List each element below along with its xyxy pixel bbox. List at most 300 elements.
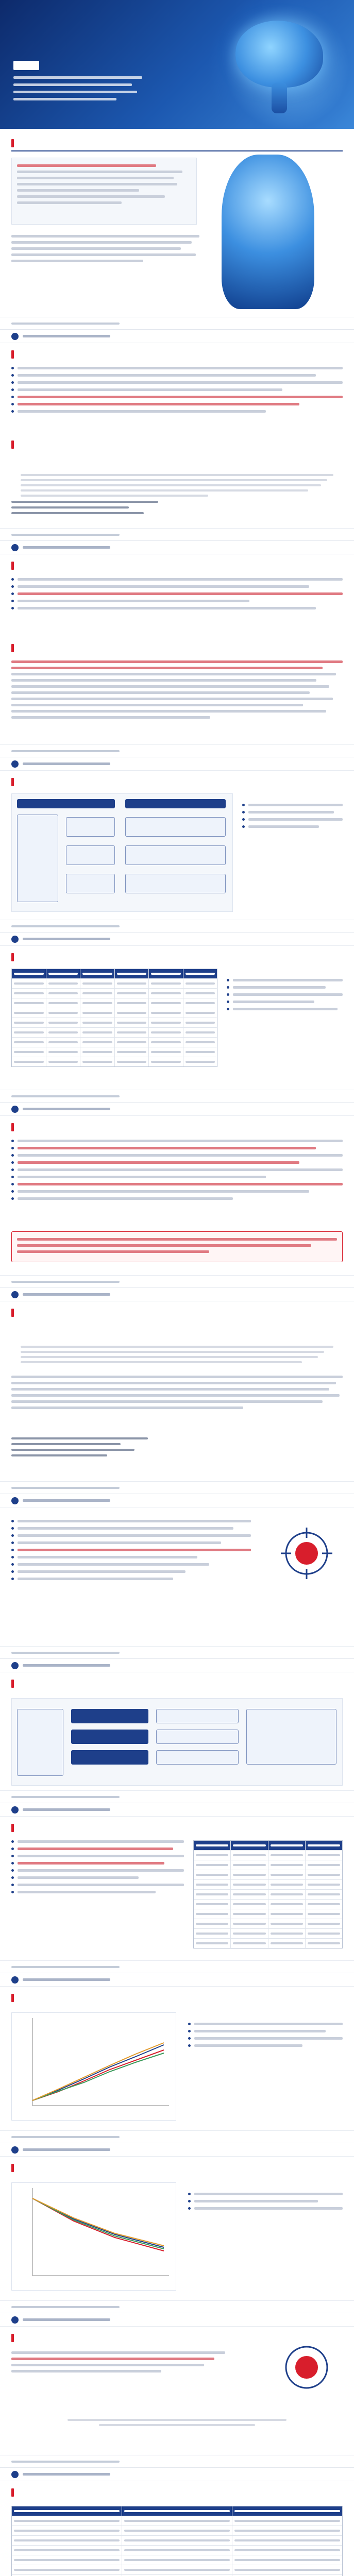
bullet-icon [11,1563,14,1566]
section-bar [11,2334,14,2342]
section-header [11,778,23,786]
bullet-icon [11,1578,14,1580]
section-header [11,2488,23,2497]
list-item [11,374,343,377]
list-item [242,811,343,814]
conclusion-callout [11,1231,343,1262]
page-footer [0,528,354,540]
list-item [11,1549,251,1551]
header-text [23,1808,110,1811]
section-header [11,2334,23,2342]
conclusion-text [11,2351,225,2372]
footer-note [11,1095,120,1097]
list-item [11,388,343,391]
bullet-icon [11,1855,14,1857]
list-item [188,2193,343,2195]
study-design-figure [11,793,233,912]
series-line [32,2198,164,2251]
section-title [18,562,23,570]
page-3 [0,541,354,757]
bullet-icon [11,367,14,369]
spark-logo [268,1675,273,1691]
list-item [188,2037,343,2040]
spark-icon [278,1525,335,1582]
section-bar [11,644,14,652]
logo-icon [11,333,19,340]
bullet-icon [227,1001,229,1003]
section-bar [11,1309,14,1317]
page-5 [0,933,354,1103]
list-item [188,2044,343,2047]
table-row [194,1900,342,1909]
section-bar [11,2164,14,2172]
logo-icon [11,1662,19,1669]
list-item [11,1556,251,1558]
footer-note [11,323,120,325]
bullet-icon [242,811,245,814]
bullet-icon [11,1534,14,1537]
section-header [11,139,23,147]
logo-icon [11,1976,19,1984]
series-line [32,2053,164,2100]
table-row [12,1008,217,1018]
section-bar [11,139,14,147]
editorial-title [31,2403,323,2413]
page-header [0,757,354,771]
list-item [188,2207,343,2210]
endpoint-notes [227,979,343,1010]
section-header [11,1123,23,1131]
cover-banner [0,0,354,129]
footer-note [11,1487,120,1489]
bullet-icon [11,1154,14,1157]
info-panel [11,158,197,225]
list-item [188,2023,343,2025]
logo-icon [11,2316,19,2324]
table-row [12,2565,342,2575]
list-item [11,381,343,384]
logo-icon [11,2146,19,2154]
bullet-icon [188,2207,191,2210]
bullet-icon [11,607,14,609]
bullet-icon [188,2200,191,2202]
bullet-icon [11,1570,14,1573]
page-12 [0,2143,354,2313]
list-item [11,585,343,588]
section-rule [11,150,343,151]
flow-step [246,1709,336,1765]
paper-title [31,459,323,468]
table-row [12,2555,342,2565]
bullet-icon [11,1884,14,1886]
page-footer [0,744,354,757]
abstract-text [11,1376,343,1409]
list-item [11,1570,251,1573]
list-item [227,993,343,996]
bullet-icon [11,578,14,581]
section-header [11,1994,23,2002]
bullet-icon [188,2023,191,2025]
page-header [0,541,354,554]
header-text [23,1664,110,1667]
logo-icon [11,1291,19,1298]
list-item [11,1855,184,1857]
bullet-icon [188,2044,191,2047]
page-header [0,2468,354,2481]
page-header [0,1659,354,1672]
table-row [194,1929,342,1939]
bullet-icon [11,1862,14,1865]
section-header [11,953,23,961]
table-row [194,1909,342,1919]
bullet-icon [227,979,229,981]
table-row [12,1047,217,1057]
table-row [12,2536,342,2546]
section-title [18,139,23,147]
spark-summary [11,1520,251,1580]
section-header [11,562,23,570]
header-text [23,546,110,549]
flow-step [17,1709,63,1776]
section-title [18,2164,23,2172]
section-title [18,2334,23,2342]
list-item [11,1869,184,1872]
section-header [11,440,23,449]
page-header [0,1494,354,1507]
page-10 [0,1803,354,1973]
header-text [23,1293,110,1296]
list-item [11,1848,184,1850]
bullet-icon [11,374,14,377]
bullet-icon [11,1176,14,1178]
series-line [32,2043,164,2100]
list-item [11,1884,184,1886]
line-chart [12,2183,176,2290]
list-item [11,1876,184,1879]
logo-icon [11,1806,19,1814]
bullet-icon [11,1556,14,1558]
table-row [12,989,217,998]
list-item [188,2200,343,2202]
list-item [11,1154,343,1157]
page-4 [0,757,354,933]
bullet-icon [11,381,14,384]
page-footer [0,1090,354,1102]
section-header [11,2164,23,2172]
bullet-icon [227,993,229,996]
list-item [11,578,343,581]
section-bar [11,778,14,786]
bullet-icon [11,1549,14,1551]
flow-step [125,874,226,893]
bullet-icon [11,403,14,405]
list-item [11,607,343,609]
page-footer [0,1481,354,1494]
table-header-row [194,1841,342,1851]
table-header-row [12,969,217,979]
flow-header [17,799,115,808]
section-bar [11,440,14,449]
section-bar [11,1994,14,2002]
footer-note [11,1796,120,1798]
page-header [0,1973,354,1987]
list-item [11,1563,251,1566]
bullet-icon [11,1190,14,1193]
cover-title [13,21,19,35]
section-bar [11,562,14,570]
logo-icon [11,544,19,551]
list-item [11,600,343,602]
bullet-icon [11,388,14,391]
bullet-icon [11,1197,14,1200]
header-text [23,1499,110,1502]
chart-notes [188,2023,343,2047]
page-footer [0,1960,354,1973]
flow-arm [71,1730,148,1744]
bullet-list [11,578,343,609]
list-item [11,403,343,405]
table-row [194,1919,342,1929]
section-bar [11,953,14,961]
page-8 [0,1494,354,1659]
bullet-icon [11,1876,14,1879]
list-item [227,1001,343,1003]
section-title [18,1309,23,1317]
table-row [12,1038,217,1047]
table-row [12,979,217,989]
flow-step [66,874,115,893]
section-title [18,1123,23,1131]
primary-endpoint-chart [11,2012,176,2121]
bullet-icon [11,1840,14,1843]
page-footer [0,1790,354,1803]
logo-icon [11,936,19,943]
page-header [0,1803,354,1817]
page-2 [0,330,354,541]
conclusion-text [17,1238,337,1253]
section-title [18,778,23,786]
spark-icon [278,2339,335,2396]
page-11 [0,1973,354,2143]
page-header [0,1288,354,1301]
bullet-icon [11,1183,14,1185]
header-text [23,1978,110,1981]
list-item [11,1161,343,1164]
results-list [11,1840,184,1893]
paper-title [31,1329,323,1338]
footer-note [11,750,120,752]
bullet-icon [11,1168,14,1171]
list-item [11,1534,251,1537]
list-item [11,1862,184,1865]
series-line [32,2198,164,2246]
list-item [11,1147,343,1149]
section-header [11,1309,23,1317]
human-body-figure [222,155,314,309]
table-row [194,1880,342,1890]
paper-authors [21,1346,333,1363]
table-row [12,1028,217,1038]
bullet-icon [242,804,245,806]
body-text [11,235,199,262]
page-13 [0,2313,354,2468]
table-row [12,2526,342,2536]
table-row [194,1890,342,1900]
page-14 [0,2468,354,2576]
list-item [11,1176,343,1178]
page-footer [0,2455,354,2467]
list-item [11,1168,343,1171]
header-text [23,1108,110,1110]
bullet-icon [11,1140,14,1142]
schedule-table [11,969,217,1067]
bullet-icon [11,1520,14,1522]
list-item [242,818,343,821]
page-footer [0,920,354,932]
section-header [11,1680,23,1688]
header-text [23,2473,110,2476]
spark-design-figure [11,1698,343,1786]
section-title [18,953,23,961]
flow-arm [156,1750,239,1765]
bullet-list [11,367,343,413]
comparison-table [11,2506,343,2576]
section-title [18,1824,23,1832]
page-9 [0,1659,354,1803]
bullet-icon [11,410,14,413]
table-row [12,998,217,1008]
secondary-endpoint-chart [11,2182,176,2291]
bullet-icon [227,1008,229,1010]
table-row [12,1057,217,1066]
table-row [194,1851,342,1860]
logo-icon [11,760,19,768]
footer-note [11,534,120,536]
flow-arm [156,1709,239,1723]
cover-summary [13,76,142,100]
chart-notes [188,2193,343,2210]
logo-icon [11,1497,19,1504]
page-header [0,2143,354,2157]
section-title [18,1994,23,2002]
bullet-icon [11,396,14,398]
flow-arm [71,1709,148,1723]
list-item [11,1891,184,1893]
flow-step [125,817,226,837]
cover-subtitle [13,38,19,53]
table-row [194,1860,342,1870]
flow-step [125,845,226,865]
footer-note [11,1966,120,1968]
bullet-icon [11,600,14,602]
section-header [11,644,23,652]
results-list [11,1140,343,1200]
page-cover [0,0,354,330]
list-item [227,1008,343,1010]
brain-stem-illustration [272,82,287,113]
design-notes [242,804,343,828]
bullet-icon [242,818,245,821]
section-bar [11,1824,14,1832]
footer-note [11,2136,120,2138]
flow-arm [71,1750,148,1765]
bullet-icon [242,825,245,828]
bullet-icon [11,1869,14,1872]
section-bar [11,1123,14,1131]
header-text [23,762,110,765]
flow-step [17,815,58,902]
series-line [32,2198,164,2247]
bullet-icon [11,1541,14,1544]
results-table [193,1840,343,1948]
cover-tag [13,61,39,70]
list-item [188,2030,343,2032]
footer-note [11,2306,120,2308]
list-item [11,1520,251,1522]
bullet-icon [188,2037,191,2040]
bullet-icon [11,1147,14,1149]
brain-illustration [235,21,323,88]
table-row [12,1018,217,1028]
table-row [194,1870,342,1880]
line-chart [12,2013,176,2120]
list-item [227,979,343,981]
section-title [18,1680,23,1688]
logo-icon [11,1106,19,1113]
page-7 [0,1288,354,1494]
bullet-icon [11,1891,14,1893]
table-row [194,1939,342,1948]
flow-header [125,799,226,808]
section-bar [11,1680,14,1688]
list-item [11,367,343,369]
flow-arm [156,1730,239,1744]
bullet-icon [11,585,14,588]
list-item [11,1197,343,1200]
list-item [11,1183,343,1185]
section-title [18,2488,23,2497]
list-item [11,1541,251,1544]
footer-note [11,925,120,927]
body-text [11,660,343,719]
footer-note [11,1652,120,1654]
page-footer [0,2300,354,2313]
logo-icon [11,2471,19,2478]
header-text [23,2318,110,2321]
list-item [227,986,343,989]
list-item [11,592,343,595]
citation-block [11,1437,148,1456]
table-row [12,2516,342,2526]
list-item [11,1578,251,1580]
list-item [11,1527,251,1530]
list-item [242,825,343,828]
section-title [18,350,23,359]
page-header [0,1103,354,1116]
footer-note [11,1281,120,1283]
list-item [242,804,343,806]
flow-step [66,845,115,865]
list-item [11,410,343,413]
page-header [0,933,354,946]
bullet-icon [11,1527,14,1530]
table-row [12,2546,342,2555]
info-text [17,164,191,204]
section-bar [11,2488,14,2497]
citation-block [11,501,158,514]
bullet-icon [188,2193,191,2195]
bullet-icon [11,1161,14,1164]
